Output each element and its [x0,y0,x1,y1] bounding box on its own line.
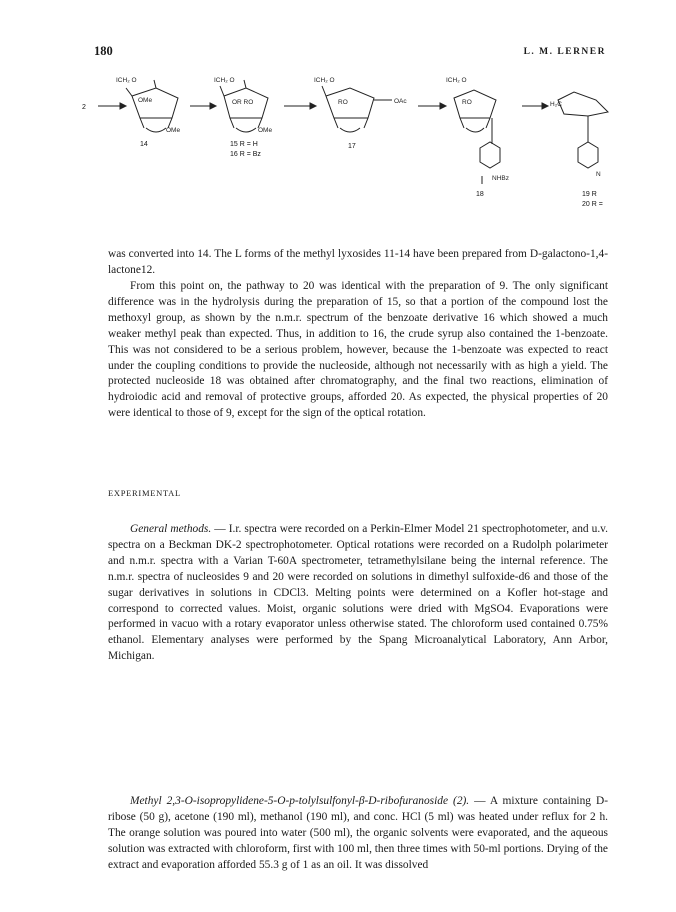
running-header-author: L. M. LERNER [523,47,606,57]
section-heading-experimental: EXPERIMENTAL [108,488,181,498]
compound-label-20: 20 R = [582,201,603,208]
compound-label-16: 16 R = Bz [230,151,261,158]
svg-text:OMe: OMe [258,127,273,134]
compound-label-19: 19 R [582,191,597,198]
paragraph-compound-2-preparation: Methyl 2,3-O-isopropylidene-5-O-p-tolylsulfonyl-β-D-ribofuranoside (2). — A mixture containing D-ribose (50 g), acetone (190 ml), methanol (190 ml), and conc. HCl (5 ml) was heated under reflux for 2 h. The orange solution was poured into water (500 ml), the organic solvents were evaporated, and the aqueous solution was extracted with chloroform, first with 100 ml, then three times with 50-ml portions. Drying of the extract and evaporation afforded 55.3 g of 1 as an oil. It was dissolved [108,795,608,871]
paragraph-conversion: was converted into 14. The L forms of the methyl lyxosides 11-14 have been prepared from D-galactono-1,4-lactone12. [108,248,608,276]
scheme-start-compound: 2 [82,104,86,111]
compound-label-18: 18 [476,191,484,198]
paragraph-general-methods: General methods. — I.r. spectra were recorded on a Perkin-Elmer Model 21 spectrophotometer, and u.v. spectra on a Beckman DK-2 spectrophotometer. Optical rotations were recorded on a Rudolph polarimeter and n.m.r. spectra with a Varian T-60A spectrometer, tetramethylsilane being the internal reference. The n.m.r. spectra of nucleosides 9 and 20 were recorded on solutions in dimethyl sulfoxide-d6 and those of the sugar derivatives in solutions in CDCl3. Melting points were determined on a Kofler hot-stage and correspond to corrected values. Moist, organic solutions were dried with MgSO4. Evaporations were performed in vacuo with a rotary evaporator unless otherwise stated. The chloroform used contained 0.75% ethanol. Elementary analyses were performed by the Spang Microanalytical Laboratory, Ann Arbor, Michigan. [108,523,608,663]
svg-text:ICH₂ O: ICH₂ O [116,77,137,84]
page-number: 180 [94,44,113,58]
svg-text:ICH₂ O: ICH₂ O [214,77,235,84]
compound-label-14: 14 [140,141,148,148]
paragraph-run-in-title: General methods. [130,523,212,535]
paragraph-text: I.r. spectra were recorded on a Perkin-Elmer Model 21 spectrophotometer, and u.v. spectra on a Beckman DK-2 spectrophotometer. Optical rotations were recorded on a Rudolph polarimeter and n.m.r. spectra with a Varian T-60A spectrometer, tetramethylsilane being the internal reference. The n.m.r. spectra of nucleosides 9 and 20 were recorded on solutions in dimethyl sulfoxide-d6 and those of the sugar derivatives in solutions in CDCl3. Melting points were determined on a Kofler hot-stage and correspond to corrected values. Moist, organic solutions were dried with MgSO4. Evaporations were performed in vacuo with a rotary evaporator unless otherwise stated. The chloroform used contained 0.75% ethanol. Elementary analyses were performed by the Spang Microanalytical Laboratory, Ann Arbor, Michigan. [108,523,608,663]
svg-text:OR RO: OR RO [232,99,254,106]
svg-text:ICH₂ O: ICH₂ O [314,77,335,84]
paragraph-pathway: From this point on, the pathway to 20 was identical with the preparation of 9. The only significant difference was in the hydrolysis during the preparation of 15, so that a portion of the compound lost the methoxyl group, as shown by the n.m.r. spectrum of the benzoate derivative 16 which showed a much weaker methyl peak than expected. Thus, in addition to 16, the crude syrup also contained the 1-benzoate. This was not considered to be a serious problem, however, because the 1-benzoate was expected to react under the coupling conditions to provide the nucleoside, although not necessarily with as high a yield. The protected nucleoside 18 was obtained after chromatography, and the final two reactions, elimination of hydroiodic acid and removal of protective groups, afforded 20. As expected, the physical properties of 20 were identical to those of 9, except for the sign of the optical rotation. [108,280,608,420]
svg-text:ICH₂ O: ICH₂ O [446,77,467,84]
reaction-scheme [82,72,620,222]
paragraph-text: A mixture containing D-ribose (50 g), acetone (190 ml), methanol (190 ml), and conc. HCl (5 ml) was heated under reflux for 2 h. The orange solution was poured into water (500 ml), the organic solvents were evaporated, and the aqueous solution was extracted with chloroform, first with 100 ml, then three times with 50-ml portions. Drying of the extract and evaporation afforded 55.3 g of 1 as an oil. It was dissolved [108,795,608,871]
svg-text:RO: RO [462,99,472,106]
paragraph-run-in-title: Methyl 2,3-O-isopropylidene-5-O-p-tolylsulfonyl-β-D-ribofuranoside (2). [130,795,470,807]
svg-text:RO: RO [338,99,348,106]
svg-text:OMe: OMe [138,97,153,104]
svg-text:NHBz: NHBz [492,175,509,182]
svg-text:OMe: OMe [166,127,181,134]
svg-text:H₂C: H₂C [550,101,562,108]
compound-label-17: 17 [348,143,356,150]
svg-text:N: N [596,171,601,178]
svg-text:OAc: OAc [394,98,407,105]
compound-label-15: 15 R = H [230,141,258,148]
